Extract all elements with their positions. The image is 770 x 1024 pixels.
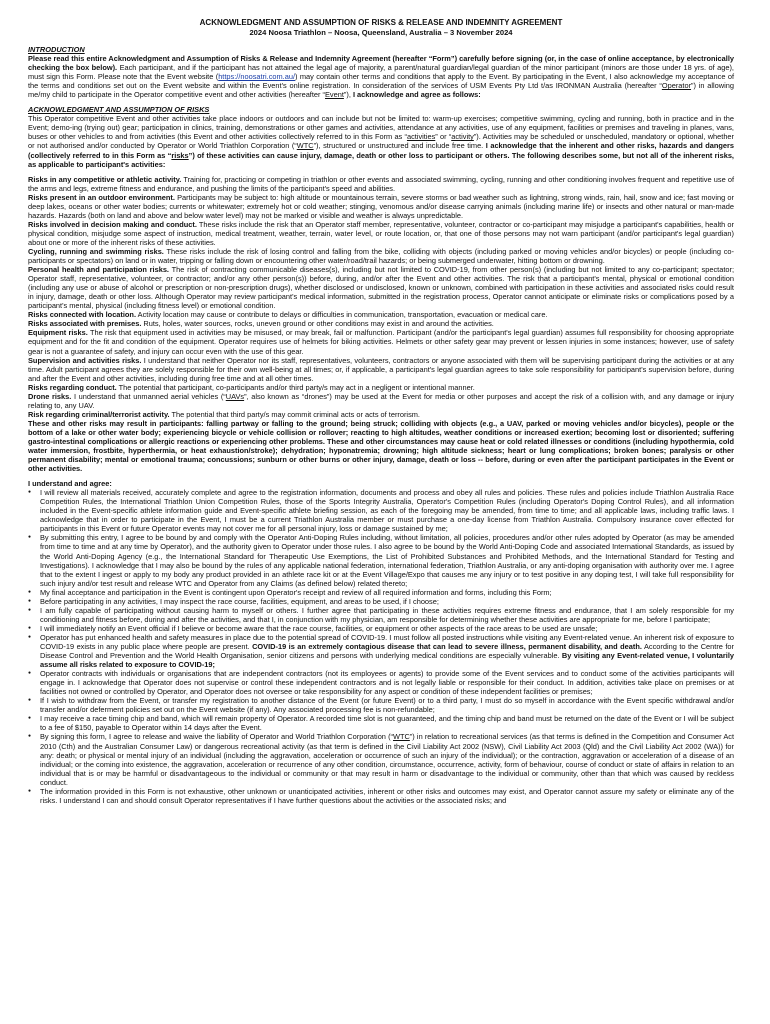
- list-item: [28, 633, 734, 669]
- list-item: ● I am fully capable of participating without causing harm to myself or others. I further agree that participating in these activities requires extreme fitness and endurance, that I am solely responsible for my conditioning and fitness before, during and after the activities, and that I, in conjunction with my physician, am responsible for determining whether these activities are appropriate for me, before I participate;: [28, 606, 734, 624]
- document-title: ACKNOWLEDGMENT AND ASSUMPTION OF RISKS & RELEASE AND INDEMNITY AGREEMENT: [199, 18, 563, 27]
- risk-item: [28, 410, 734, 419]
- risk-item-lead: Risk regarding criminal/terrorist activity.: [28, 409, 170, 419]
- risk-item-text: Ruts, holes, water sources, rocks, uneven ground or other conditions may exist in and around the activities.: [141, 319, 494, 329]
- covid-bold2: By visiting any Event-related venue, I voluntarily assume all risks related to exposure to COVID-19;: [40, 651, 734, 670]
- agree-list: [28, 488, 734, 805]
- risk-item-text: I understand that unmanned aerial vehicles (“: [71, 391, 226, 401]
- risks-p1-or: ” or “: [435, 132, 452, 142]
- wtc-term: WTC: [296, 141, 314, 151]
- risk-item-text: These risks include the risk that an Operator staff member, representative, volunteer, contractor or co-participant may misjudge a participant's capabilities, health or physical condition, misjudge some aspect of instruction, medical treatment, weather, terrain, water level, or route location, or, that one of those persons may not warn participant (and/or participant's legal guardian) about one or more of the inherent risks of these activities.: [28, 219, 734, 247]
- risk-item-text: The potential that participant, co-participants and/or third party/s may act in a negligent or intentional manner.: [116, 382, 475, 392]
- risk-item: [28, 193, 734, 220]
- risk-item-lead: Personal health and participation risks.: [28, 265, 169, 275]
- intro-text-c: ”) in allowing me/my child to participate in the Operator competitive event and other activities (hereafter “: [28, 81, 734, 100]
- activity-term: activity: [451, 132, 474, 142]
- uavs-term: UAVs: [225, 391, 245, 401]
- risk-item-lead: Equipment risks.: [28, 328, 88, 338]
- risks-term: risks: [171, 150, 189, 160]
- list-item: ● The information provided in this Form is not exhaustive, other unknown or unanticipated activities, inherent or other risks and outcomes may exist, and Operator cannot assure my safety or eliminate any of the risks. I understand I can and should consult Operator representatives if I have further questions about the activities or the associated risks; and: [28, 787, 734, 805]
- risk-item-text: Training for, practicing or competing in triathlon or other events and associated swimming, cycling, running and other conditioning involves frequent and repetitive use of the arms and legs, extreme fitness and endurance, and pushing the limits of the participant's speed and abilities.: [28, 174, 735, 193]
- covid-text2: According to the Centre for Disease Control and Prevention and the World Health Organisation, senior citizens and persons with underlying medical conditions are especially vulnerable.: [40, 642, 734, 661]
- introduction-paragraph: [28, 54, 734, 99]
- risks-heading: ACKNOWLEDGMENT AND ASSUMPTION OF RISKS: [28, 105, 210, 115]
- risk-item-text: The risk of contracting communicable diseases(s), including but not limited to COVID-19, from other person(s) (including but not limited to any co-participant; spectator; Operator staff, representative, volunteer, or contractor; and/or any other person(s)) before, during, and/or after the Event and other activities. The risk that a participant's mental, physical or emotional condition (including any use or abuse of alcohol or prescription or non-prescription drugs), whether disclosed or undisclosed, known or unknown, combined with participation in these activities and associated risks could result in injury, damage, death or other loss. Although Operator may review participant's medical information, submitted in the registration process, Operator cannot anticipate or eliminate risks or complications posed by a participant's mental, physical (including fitness level) or emotional condition.: [28, 265, 734, 311]
- risk-item-text: I understand that neither Operator nor its staff, representatives, volunteers, contractors or anyone associated with them will be supervising participant during the activities or at any time. Adult participant agrees they are solely responsible for their own well-being at all times; or, if applicable, a participant's legal guardian agrees to take sole responsibility for participant's supervision before, during and after the Event and other activities, including during free time and at all other times.: [28, 355, 734, 383]
- risk-item: [28, 175, 734, 193]
- risks-p1-text: This Operator competitive Event and other activities take place indoors or outdoors and can include but not be limited to: warm-up exercises; competitive swimming, cycling and running, both in practice and in the Event; demo-ing (trying out) gear; participation in clinics, training, demonstrations or other games and activities, attendance at any activities, use of any equipment, facilities or premises and traveling in planes, vans, buses or other vehicles to and from activities (this Event and other activities collectively referred to in this Form as “: [28, 114, 734, 142]
- wtc-term: WTC: [393, 732, 410, 742]
- risks-intro-paragraph: [28, 114, 734, 168]
- risk-item: [28, 356, 734, 383]
- risk-item: [28, 328, 734, 355]
- risk-item-lead: Risks in any competitive or athletic activity.: [28, 174, 182, 184]
- risk-item: [28, 319, 734, 328]
- risk-item-lead: Drone risks.: [28, 391, 72, 401]
- list-item: ● If I wish to withdraw from the Event, or transfer my registration to another distance of the Event (or future Event) or to a third party, I must do so myself in accordance with the Event specific withdrawal and/or transfer and/or deferment policies set out on the Event website (if any). Any associated processing fee is non-refundable;: [28, 696, 734, 714]
- risks-p1-bold2: ”) of these activities can cause injury, damage, death or other loss to participant or others. The following describes some, but not all of the inherent risks, as applicable to participant's activities:: [28, 150, 734, 169]
- risk-item-lead: Risks involved in decision making and conduct.: [28, 219, 197, 229]
- risk-item: [28, 392, 734, 410]
- intro-text-d: ”),: [343, 90, 353, 100]
- risk-item: [28, 265, 734, 310]
- intro-bold-lead: Please read this entire Acknowledgment and Assumption of Risks & Release and Indemnity Agreement (hereafter “Form”) carefully before signing (or, in the case of online acceptance, by electronically checking the box below).: [28, 54, 734, 73]
- list-item: ● Operator contracts with individuals or organisations that are independent contractors (not its employees or agents) to provide some of the Event services and to conduct some of the activities participants will engage in. I acknowledge that Operator does not supervise or control these independent contractors and is not legally liable or responsible for their conduct. In addition, activities take place on premises or at facilities not owned or controlled by Operator, and Operator does not oversee or take responsibility for any aspect or condition of these independent facilities or premises;: [28, 669, 734, 696]
- risk-item-text: These risks include the risk of losing control and falling from the bike, colliding with objects (including parked or moving vehicles and/or bicycles) or people (including co-participants or spectators) on land or in water, tripping or falling down or encountering other water/road/trail hazards; or being submerged underwater, hitting bottom or drowning.: [28, 246, 734, 266]
- list-item: ● I will immediately notify an Event official if I believe or become aware that the race course, facilities, or equipment or other aspects of the race areas to be used are unsafe;: [28, 624, 734, 633]
- introduction-heading: INTRODUCTION: [28, 45, 85, 54]
- risk-item: [28, 310, 734, 319]
- risk-item-lead: Risks associated with premises.: [28, 319, 142, 329]
- agree-heading: I understand and agree:: [28, 479, 112, 489]
- risk-item-lead: Supervision and activities risks.: [28, 355, 142, 365]
- intro-text-b: ) may contain other terms and conditions that apply to the Event. By participating in the Event, I also acknowledge my acceptance of the terms and conditions set out on the Event website and within the Event's online registration. In consideration of the services of USM Events Pty Ltd t/as IRONMAN Australia (hereafter “: [28, 72, 734, 91]
- risks-p1-text3: ”), structured or unstructured and include free time.: [313, 141, 486, 151]
- risks-p1-bold: I acknowledge that the inherent and other risks, hazards and dangers (collectively referred to in this Form as “: [28, 141, 734, 160]
- wtc-text2: ”) in relation to recreational services (as that terms is defined in the Competition and Consumer Act 2010 (Cth) and the Australian Consumer Law) or dangerous recreational activity (as that term is defined in the Civil Liability Act 2002 (NSW), Civil Liability Act 2003 (Qld) and the Civil Liability Act 2002 (WA)) for any: death; or physical or mental injury of an individual (including the aggravation, acceleration or occurrence of such an injury of the individual); or the contraction, aggravation or acceleration of a disease of an individual; or the coming into existence, the aggravation, acceleration or recurrence of any other condition, circumstance, occurrence, activity, form of behaviour, course of conduct or state of affairs in relation to an individual that is or may be harmful or disadvantageous to the individual or community or that may result in harm or disadvantage to the individual or community, other than that which was caused by reckless conduct.: [40, 732, 735, 787]
- list-item: ● I may receive a race timing chip and band, which will remain property of Operator. A recorded time slot is not guaranteed, and the timing chip and band must be returned on the date of the Event or I will be subject to a fee of $150, payable to Operator within 14 days after the Event.: [28, 714, 734, 732]
- event-website-link[interactable]: https://noosatri.com.au/: [218, 72, 296, 82]
- risk-item: [28, 383, 734, 392]
- risk-items-list: [28, 175, 734, 474]
- risk-item-text: The potential that third party/s may commit criminal acts or acts of terrorism.: [169, 409, 420, 419]
- covid-bold: COVID-19 is an extremely contagious disease that can lead to severe illness, permanent disability, and death.: [252, 642, 642, 651]
- intro-text-a: Each participant, and if the participant has not attained the legal age of majority, a parent/natural guardian/legal guardian of the minor participant (minors are those under 18 yrs. of age), must sign this Form. Please note that the Event website (: [28, 63, 734, 82]
- risk-item: [28, 220, 734, 247]
- risk-item-text: ”, also known as “drones”) may be used at the Event for media or other purposes and accept the risk of a collision with, and any damage or injury relating to, any UAV.: [28, 391, 734, 410]
- intro-bold-tail: I acknowledge and agree as follows:: [352, 90, 481, 100]
- list-item: ● My final acceptance and participation in the Event is contingent upon Operator's receipt and review of all required information and forms, including this Form;: [28, 588, 734, 597]
- risk-item-text: The risk that equipment used in activities may be misused, or may break, fail or malfunction. Participant (and/or the participant's legal guardian) assumes full responsibility for choosing appropriate equipment and for the fit and condition of the equipment. Operator requires use of helmets for biking activities. Helmets or other safety gear may prevent or lessen injuries in some instances; however, use of safety gear is not a guarantee of safety, and injury can occur even with the use of this gear.: [28, 328, 734, 356]
- risk-item-lead: Cycling, running and swimming risks.: [28, 246, 164, 256]
- risk-item: [28, 247, 734, 265]
- event-term: Event: [325, 90, 344, 100]
- risk-item-lead: Risks connected with location.: [28, 310, 137, 320]
- risk-item-lead: Risks regarding conduct.: [28, 382, 117, 392]
- operator-term: Operator: [661, 81, 692, 91]
- risks-p1-text2: ”). Activities may be scheduled or unscheduled, mandatory or optional, whether or not authorised and/or conducted by Operator or World Triathlon Corporation (“: [28, 132, 734, 151]
- list-item: ● By submitting this entry, I agree to be bound by and comply with the Operator Anti-Doping Rules including, without limitation, all policies, procedures and/or other rules adopted by Operator (as may be amended from time to time and at any time by Operator), and the authority given to Operator under those rules. I also agree to be bound by the World Anti-Doping Code and associated International Standards, as issued by the World Anti-Doping Agency (e.g., the International Standard for Therapeutic Use Exemptions, the List of Prohibited Substances and Prohibited Methods, and the International Standard for Testing and Investigations). I acknowledge that I may also be bound by the rules of any applicable national federation, international federation, Triathlon Australia, or any anti-doping organisation with authority over me. I agree that to the extent I ingest or apply to my body any product provided in an athlete race kit or at the Event Village/Expo that causes me any injury or to test positive in any doping test, I will take full responsibility for such injury and/or test result and release WTC and Operator from any Claims (as defined below) related thereto;: [28, 533, 734, 587]
- activities-term: activities: [406, 132, 436, 142]
- list-item: ● Before participating in any activities, I may inspect the race course, facilities, equipment, and areas to be used, if I choose;: [28, 597, 734, 606]
- risks-summary: These and other risks may result in participants: falling partway or falling to the ground; being struck; colliding with objects (e.g., a UAV, parked or moving vehicles and/or bicycles), people or the bottom of a lake or other water body; experiencing bicycle or vehicle collision or rollover; reacting to high altitudes, weather conditions or increased exertion; becoming lost or disoriented; suffering gastro-intestinal complications or allergic reactions or experiencing other problems. These and other circumstances may cause heat or cold related illnesses or conditions (including hypothermia, cold water immersion, frostbite, hyperthermia, or heat exhaustion/stroke); dehydration; hyponatremia; drowning; high altitude sickness; heart or lung complications; broken bones; paralysis or other permanent disability; mental or emotional trauma; concussions; sunburn or other burns or other injury, damage, death or loss -- before, during or even after the participant participates in the Event or other activities.: [28, 418, 734, 474]
- wtc-text: By signing this form, I agree to release and waive the liability of Operator and World Triathlon Corporation (“: [40, 732, 394, 742]
- list-item: [28, 732, 734, 786]
- list-item: ● I will review all materials received, accurately complete and agree to the registration information, documents and process and obey all rules and policies. These rules and policies include Triathlon Australia Race Competition Rules, the International Triathlon Union Competition Rules, those of the Sports Integrity Australia, Operator's Competition Rules (including Operator's Doping Control Rules), and all information included in the Event-specific athlete information guide and Event-specific athlete briefing session, as each of the foregoing may be amended, from time to time; and all applicable laws, including traffic laws. I acknowledge that in order to participate in the Event, I must be a current Triathlon Australia member or must purchase a one-day license from Triathlon Australia. Compulsory insurance cover effected for participants in this Event or future Operator events may not cover me for all personal injury, loss or damage sustained by me;: [28, 488, 734, 533]
- risk-item-text: Participants may be subject to: high altitude or mountainous terrain, severe storms or bad weather such as lightning, strong winds, rain, hail, snow and ice; fast moving or deep lakes, oceans or other water bodies; currents or whitewater; extremely hot or cold weather; stinging, venomous and/or disease carrying animals (including marine life) or insects and other natural or man-made hazards. Hazards (both on land and above and below water level) may not be marked or visible and weather is always unpredictable.: [28, 192, 734, 220]
- document-subtitle: 2024 Noosa Triathlon – Noosa, Queensland, Australia – 3 November 2024: [249, 28, 513, 37]
- risk-item-text: Activity location may cause or contribute to delays or difficulties in communication, transportation, evacuation or medical care.: [136, 310, 548, 320]
- covid-text: Operator has put enhanced health and safety measures in place due to the potential spread of COVID-19. I must follow all posted instructions while visiting any Event-related venue. An inherent risk of exposure to COVID-19 exists in any public place where people are present.: [40, 632, 734, 651]
- risk-item-lead: Risks present in an outdoor environment.: [28, 192, 175, 202]
